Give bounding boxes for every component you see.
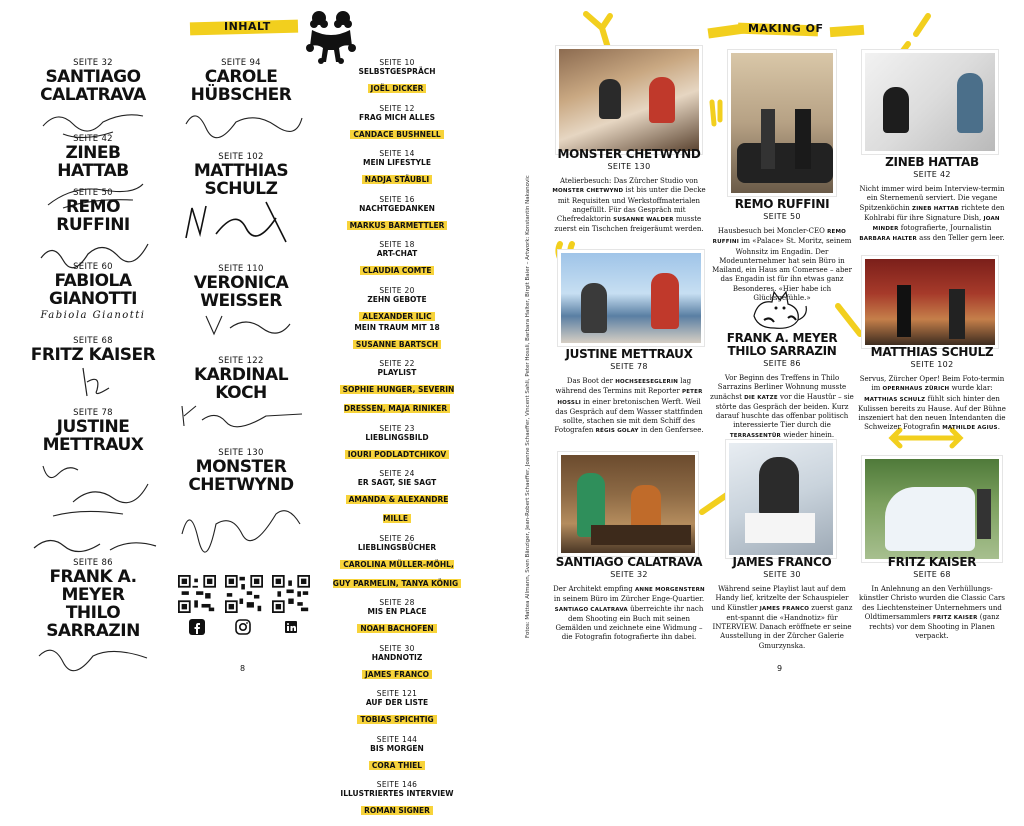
entry-text: [858, 375, 1006, 434]
entry-text-emphasis: TERRASSENTÜR: [729, 432, 781, 439]
handwritten-signature-icon: [30, 530, 160, 558]
entry-text-emphasis: MONSTER CHETWYND: [552, 188, 624, 195]
toc-title: PLAYLIST: [377, 368, 417, 377]
entry-text-run: im «Palace» St. Moritz, seinem Wohnsitz im Engadin. Der Modeunternehmer hat sein Büro in Mailand, ein Haus am Comersee – aber das Engadin ist für ihn etwas ganz Besonderes. «Hier habe ich Glücksgefühle.»: [712, 237, 852, 303]
toc-entry[interactable]: [332, 735, 462, 772]
handwritten-signature-icon: [176, 494, 306, 554]
qr-code-icon[interactable]: [178, 575, 216, 613]
signature-block: [28, 336, 158, 400]
entry-text-run: Das Boot der: [566, 377, 616, 385]
toc-title: ILLUSTRIERTES INTERVIEW: [340, 789, 454, 798]
entry-page: SEITE 30: [763, 570, 801, 579]
toc-subtitle: [332, 707, 462, 726]
toc-entry[interactable]: [332, 534, 462, 590]
entry-text-emphasis: FRITZ KAISER: [932, 614, 978, 621]
making-of-entry: [708, 198, 856, 303]
toc-entry[interactable]: [332, 104, 462, 141]
toc-subtitle-highlight: MARKUS BARMETTLER: [347, 221, 448, 230]
sig-name: ZINEB HATTAB: [57, 143, 129, 181]
entry-text-emphasis: MATHILDE AGIUS: [942, 425, 998, 432]
toc-page: SEITE 10: [379, 58, 415, 67]
entry-text-run: vor die Haustür – sie störte das Gespräch der beiden. Kurz darauf huschte das offenbar politisch interessierte Tier durch die: [715, 392, 854, 430]
sig-page: SEITE 86: [73, 558, 113, 568]
entry-text: [708, 227, 856, 303]
making-of-entry: [858, 556, 1006, 642]
toc-title: AUF DER LISTE: [365, 698, 429, 707]
entry-text-emphasis: MATTHIAS SCHULZ: [864, 396, 926, 403]
entry-text-emphasis: JOAN MINDER: [872, 215, 1000, 233]
toc-page: SEITE 146: [376, 780, 418, 789]
sig-name: VERONICA WEISSER: [193, 273, 289, 311]
entry-text-run: Atelierbesuch: Das Zürcher Studio von: [559, 177, 698, 185]
linkedin-icon[interactable]: [283, 619, 299, 635]
toc-subtitle-highlight: CAROLINA MÜLLER-MÖHL, GUY PARMELIN, TANYA KÖNIG: [333, 560, 461, 588]
page-left: [0, 0, 512, 815]
entry-page: SEITE 78: [610, 362, 648, 371]
header-inhalt: INHALT: [224, 20, 271, 33]
signature-block: [176, 356, 306, 430]
sig-name: REMO RUFFINI: [56, 197, 130, 235]
handwritten-signature-icon: [33, 640, 153, 670]
sig-name: FABIOLA GIANOTTI: [48, 271, 138, 309]
photo-monster-chetwynd: [556, 46, 702, 154]
toc-subtitle: [332, 76, 462, 95]
entry-name: MATTHIAS SCHULZ: [870, 345, 994, 359]
sig-page: SEITE 78: [73, 408, 113, 418]
entry-text-run: in seinem Büro im Zürcher Enge-Quartier.: [553, 595, 705, 604]
entry-page: SEITE 42: [913, 170, 951, 179]
toc-subtitle-highlight: ALEXANDER ILIC: [359, 312, 434, 321]
instagram-icon[interactable]: [235, 619, 251, 635]
entry-text-run: zuerst ganz ent-spannt die «Handnotiz» für INTERVIEW. Danach eröffnete er seine Ausstellung in der Zürcher Galerie Gmurzynska.: [712, 603, 853, 650]
entry-text: [858, 185, 1006, 245]
sig-page: SEITE 110: [218, 264, 264, 274]
toc-entry[interactable]: [332, 195, 462, 232]
yellow-tape: [830, 25, 865, 37]
facebook-icon[interactable]: [189, 619, 205, 635]
sig-name: FRITZ KAISER: [30, 345, 156, 365]
entry-page: SEITE 130: [607, 162, 651, 171]
toc-subtitle-highlight: AMANDA & ALEXANDRE MILLE: [346, 495, 449, 523]
toc-title: FRAG MICH ALLES: [358, 112, 435, 122]
entry-text-emphasis: DIE KATZE: [744, 394, 778, 401]
entry-text-emphasis: SUSANNE WALDER: [613, 217, 674, 224]
toc-title: BIS MORGEN: [370, 743, 424, 753]
making-of-entry: [552, 556, 706, 643]
entry-text-run: überreichte ihr nach dem Shooting ein Buch mit seinen Gemälden und zeichnete eine Widmung – die Fotografin fotografierte ihn dabei.: [555, 604, 704, 642]
signature-block: [28, 262, 158, 321]
toc-subtitle: [332, 258, 462, 277]
entry-text-run: fühlt sich hinter den Kulissen bereits zu Hause. Auf der Bühne inszeniert hat den neuen Intendanten die Schweizer Fotografin: [858, 394, 1006, 432]
making-of-entry: [708, 556, 856, 651]
handwritten-name: Fabiola Gianotti: [40, 310, 146, 321]
entry-text-run: Servus, Zürcher Oper! Beim Foto-termin im: [859, 375, 1005, 393]
entry-text-run: In Anlehnung an den Verhüllungs-künstler Christo wurden die Classic Cars des Liechtensteiner Unternehmers und Oldtimersammlers: [858, 585, 1005, 621]
toc-entry[interactable]: [332, 58, 462, 95]
sig-page: SEITE 32: [73, 58, 113, 68]
sig-name: JUSTINE METTRAUX: [42, 417, 144, 455]
handwritten-signature-icon: [176, 402, 306, 430]
entry-text-emphasis: SANTIAGO CALATRAVA: [554, 606, 628, 613]
toc-subtitle: [332, 332, 462, 351]
entry-text-emphasis: RÉGIS GOLAY: [595, 428, 639, 435]
entry-text: [552, 585, 706, 643]
signature-block: [176, 58, 306, 144]
toc-subtitle: [332, 798, 462, 817]
sig-page: SEITE 42: [73, 134, 113, 144]
toc-subtitle-highlight: IOURI PODLADTCHIKOV: [345, 450, 449, 459]
toc-title: NACHTGEDANKEN: [359, 203, 435, 213]
toc-entry[interactable]: [332, 149, 462, 186]
toc-entry[interactable]: [332, 780, 462, 817]
photo-zineb-hattab: [862, 50, 998, 154]
photo-james-franco: [726, 440, 836, 558]
toc-subtitle: [332, 552, 462, 590]
toc-subtitle: [332, 487, 462, 525]
toc-title: MIS EN PLACE: [367, 607, 427, 616]
toc-subtitle-highlight: JOËL DICKER: [368, 84, 427, 93]
toc-subtitle-highlight: SUSANNE BARTSCH: [353, 340, 441, 349]
entry-text: [552, 177, 706, 235]
toc-subtitle-highlight: NOAH BACHOFEN: [357, 624, 436, 633]
making-of-entry: [552, 148, 706, 235]
toc-title: MEIN TRAUM MIT 18: [354, 322, 440, 332]
toc-entry[interactable]: [332, 598, 462, 635]
yellow-brush-stroke-icon: [708, 98, 724, 128]
entry-text-emphasis: REMO RUFFINI: [712, 229, 847, 246]
toc-entry[interactable]: [332, 424, 462, 461]
entry-name: MONSTER CHETWYND: [557, 147, 701, 161]
toc-title: ER SAGT, SIE SAGT: [357, 478, 437, 487]
toc-subtitle: [332, 304, 462, 323]
entry-name: JAMES FRANCO: [732, 555, 832, 569]
signature-block: [176, 264, 306, 338]
signature-block: [28, 58, 158, 144]
toc-page: SEITE 24: [379, 469, 415, 478]
entry-page: SEITE 68: [913, 570, 951, 579]
sig-name: KARDINAL KOCH: [193, 365, 289, 403]
making-of-entry: [858, 156, 1006, 245]
handwritten-signature-icon: [53, 364, 133, 400]
toc-title: HANDNOTIZ: [371, 652, 423, 662]
toc-subtitle-highlight: CLAUDIA COMTE: [360, 266, 435, 275]
sig-name: FRANK A. MEYER THILO SARRAZIN: [46, 567, 140, 641]
entry-text-emphasis: BARBARA HALTER: [859, 236, 917, 243]
toc-page: SEITE 12: [379, 103, 415, 113]
signature-block: [28, 408, 158, 524]
entry-text-emphasis: OPERNHAUS ZÜRICH: [882, 386, 950, 393]
poodle-mascot-icon: [304, 8, 358, 64]
qr-code-icon[interactable]: [272, 575, 310, 613]
entry-text-run: in einer bretonischen Werft. Weil das Gespräch auf dem Wasser stattfinden sollte, stachen sie mit dem Schiff des Fotografen: [554, 397, 703, 435]
entry-name: REMO RUFFINI: [734, 197, 830, 211]
toc-subtitle-highlight: SOPHIE HUNGER, SEVERIN DRESSEN, MAJA RINIKER: [340, 385, 455, 413]
sig-page: SEITE 122: [218, 356, 264, 366]
photo-santiago-calatrava: [558, 452, 698, 556]
entry-text-run: wieder hinein.: [780, 430, 835, 439]
page-number: 8: [240, 664, 246, 673]
entry-text-run: richtete den Kohlrabi für ihre Signature Dish,: [864, 203, 1005, 222]
toc-subtitle: [332, 122, 462, 141]
handwritten-signature-icon: [176, 104, 306, 144]
sig-page: SEITE 68: [73, 336, 113, 346]
entry-text-run: fotografierte, Journalistin: [898, 224, 992, 233]
entry-text-run: wurde klar:: [949, 384, 993, 393]
toc-page: SEITE 14: [379, 149, 415, 158]
entry-text: [708, 585, 856, 651]
qr-code-icon[interactable]: [225, 575, 263, 613]
entry-text-emphasis: HOCHSEESEGLERIN: [615, 379, 679, 385]
page-number: 9: [777, 664, 783, 673]
photo-remo-ruffini: [728, 50, 836, 196]
entry-text-run: .: [997, 423, 1000, 432]
toc-title: SELBSTGESPRÄCH: [358, 67, 436, 76]
sig-page: SEITE 60: [73, 262, 113, 272]
photo-credits: Fotos: Mattea Allmann, Sven Bänziger, Jean-Robert Schaeffer, Joanne Schaeffer, Vincent Sahli, Peter Hossli, Barbara Halter, Birgit Baier – Artwork: Konstantin Nakanovic: [525, 175, 531, 638]
entry-text-run: lag während des Termins mit Reporter: [555, 377, 692, 396]
entry-page: SEITE 32: [610, 570, 648, 579]
toc-subtitle: [332, 662, 462, 681]
toc-subtitle: [332, 442, 462, 461]
toc-subtitle-highlight: NADJA STÄUBLI: [362, 175, 432, 184]
entry-text-emphasis: PETER HOSSLI: [557, 389, 703, 406]
handwritten-signature-icon: [33, 454, 153, 524]
toc-page: SEITE 144: [376, 734, 418, 744]
toc-entry[interactable]: [332, 689, 462, 726]
table-of-contents: [332, 58, 462, 826]
sig-page: SEITE 50: [73, 188, 113, 198]
toc-entry[interactable]: [332, 286, 462, 351]
toc-subtitle: [332, 213, 462, 232]
toc-subtitle: [332, 377, 462, 415]
photo-fritz-kaiser: [862, 456, 1002, 562]
toc-page: SEITE 18: [379, 240, 415, 249]
toc-entry[interactable]: [332, 240, 462, 277]
entry-text-run: ist bis unter die Decke mit Requisiten und Werkstoffmaterialen angefüllt. Für das Gespräch mit Chefredaktorin: [556, 186, 706, 224]
entry-text: [708, 374, 856, 441]
toc-subtitle: [332, 616, 462, 635]
toc-title: LIEBLINGSBÜCHER: [357, 542, 437, 552]
toc-page: SEITE 121: [376, 689, 418, 698]
entry-page: SEITE 50: [763, 212, 801, 221]
photo-matthias-schulz: [862, 256, 998, 348]
entry-text-run: (ganz rechts) vor dem Shooting in Planen verpackt.: [869, 612, 1000, 641]
toc-entry[interactable]: [332, 644, 462, 681]
toc-title: LIEBLINGSBILD: [365, 432, 429, 442]
toc-page: SEITE 20: [379, 285, 415, 295]
entry-text-run: ass den Teller gern leer.: [916, 234, 1005, 243]
entry-text-run: Der Architekt empfing: [553, 585, 635, 593]
toc-entry[interactable]: [332, 469, 462, 525]
page-right: [512, 0, 1024, 685]
entry-name: JUSTINE METTRAUX: [565, 347, 693, 361]
entry-text-emphasis: JAMES FRANCO: [759, 605, 810, 612]
toc-page: SEITE 30: [379, 643, 415, 653]
toc-subtitle-highlight: TOBIAS SPICHTIG: [357, 715, 436, 724]
toc-subtitle: [332, 167, 462, 186]
entry-text: [858, 585, 1006, 642]
sig-name: SANTIAGO CALATRAVA: [40, 67, 146, 105]
entry-text-emphasis: ANNE MORGENSTERN: [634, 587, 705, 593]
entry-name: SANTIAGO CALATRAVA: [555, 555, 703, 569]
entry-text-run: musste zuerst ein Tischchen freigeräumt werden.: [554, 215, 704, 234]
entry-text: [552, 377, 706, 437]
header-making-of: MAKING OF: [748, 22, 824, 35]
entry-page: SEITE 86: [763, 359, 801, 368]
making-of-entry: [552, 348, 706, 437]
making-of-entry: [708, 332, 856, 441]
toc-title: MEIN LIFESTYLE: [363, 158, 431, 167]
sig-name: MONSTER CHETWYND: [188, 457, 294, 495]
entry-text-run: Nicht immer wird beim Interview-termin ein Sternemenü serviert. Die vegane Spitzenköchin: [859, 185, 1005, 212]
making-of-entry: [858, 346, 1006, 434]
entry-text-run: Während seine Playlist laut auf dem Handy lief, kritzelte der Schauspieler und Künstler: [711, 585, 849, 612]
signature-block: [28, 188, 158, 272]
signature-block: [18, 558, 168, 670]
entry-name: FRANK A. MEYER THILO SARRAZIN: [726, 331, 838, 358]
toc-subtitle: [332, 753, 462, 772]
toc-subtitle-highlight: JAMES FRANCO: [362, 670, 432, 679]
toc-page: SEITE 23: [379, 423, 415, 433]
entry-page: SEITE 102: [910, 360, 954, 369]
entry-text-run: Vor Beginn des Treffens in Thilo Sarrazins Berliner Wohnung musste zunächst: [710, 374, 847, 401]
toc-subtitle-highlight: ROMAN SIGNER: [361, 806, 433, 815]
toc-subtitle-highlight: CORA THIEL: [369, 761, 425, 770]
sig-page: SEITE 130: [218, 448, 264, 458]
signature-block: [176, 448, 306, 554]
sig-name: MATTHIAS SCHULZ: [193, 161, 289, 199]
entry-text-run: Hausbesuch bei Moncler-CEO: [717, 227, 828, 235]
toc-title: ART-CHAT: [376, 249, 418, 258]
sig-page: SEITE 102: [218, 152, 264, 162]
toc-page: SEITE 22: [379, 359, 415, 368]
entry-text-emphasis: ZINEB HATTAB: [912, 205, 959, 212]
handwritten-signature-icon: [176, 198, 306, 248]
toc-page: SEITE 26: [379, 533, 415, 543]
entry-name: ZINEB HATTAB: [885, 155, 979, 169]
entry-name: FRITZ KAISER: [887, 555, 977, 569]
signature-block: [176, 152, 306, 248]
sig-name: CAROLE HÜBSCHER: [190, 67, 292, 105]
photo-justine-mettraux: [558, 250, 704, 346]
entry-text-run: in den Genfersee.: [638, 426, 704, 435]
sig-page: SEITE 94: [221, 58, 261, 68]
toc-title: ZEHN GEBOTE: [367, 294, 427, 304]
handwritten-signature-icon: [186, 310, 296, 338]
toc-entry[interactable]: [332, 359, 462, 415]
toc-page: SEITE 28: [379, 598, 415, 607]
toc-page: SEITE 16: [379, 194, 415, 204]
toc-subtitle-highlight: CANDACE BUSHNELL: [350, 130, 443, 139]
